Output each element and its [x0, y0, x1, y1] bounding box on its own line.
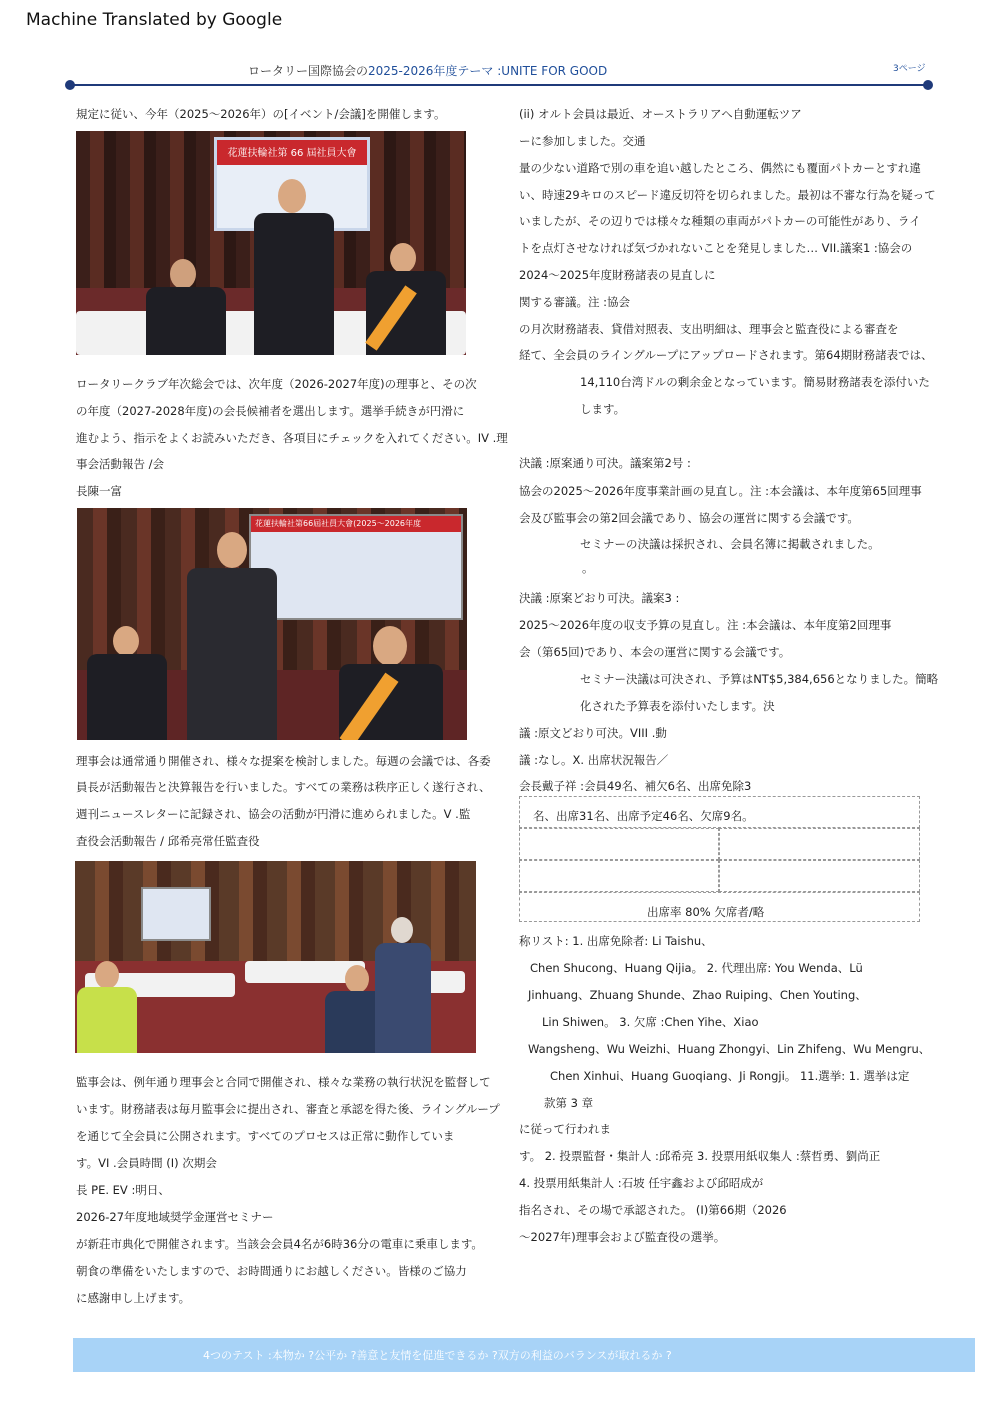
attendance-rate: 出席率 80% 欠席者/略 — [647, 905, 765, 919]
machine-translated-label: Machine Translated by Google — [26, 10, 283, 30]
left-para2-line: 進むよう、指示をよくお読みいただき、各項目にチェックを入れてください。IV .理 — [76, 431, 508, 445]
photo1-banner-text: 花蓮扶輪社第 66 屆社員大會 — [227, 148, 357, 159]
right-para1-line: ーに参加しました。交通 — [519, 134, 646, 148]
right-para4-line: に従って行われま — [519, 1122, 611, 1136]
left-para2-line: ロータリークラブ年次総会では、次年度（2026-2027年度)の理事と、その次 — [76, 377, 477, 391]
left-para4-line: 朝食の準備をいたしますので、お時間通りにお越しください。皆様のご協力 — [76, 1264, 467, 1278]
left-para4-line: います。財務諸表は毎月監事会に提出され、審査と承認を得た後、ライングループ — [76, 1102, 500, 1116]
right-para4-line: す。 2. 投票監督・集計人 :邱希亮 3. 投票用紙収集人 :蔡哲勇、劉尚正 — [519, 1149, 881, 1163]
right-para1-line: 経て、全会員のライングループにアップロードされます。第64期財務諸表では、 — [519, 348, 933, 362]
right-para4-line: 称リスト: 1. 出席免除者: Li Taishu、 — [519, 934, 713, 948]
page-number: 3ページ — [893, 64, 926, 74]
right-para4-line: Chen Shucong、Huang Qijia。 2. 代理出席: You Wenda、Lü — [530, 961, 863, 975]
photo-board-report — [77, 508, 467, 740]
right-para4-line: 指名され、その場で承認された。 (I)第66期（2026 — [519, 1203, 787, 1217]
left-para2-line: 長陳一富 — [76, 484, 122, 498]
left-para4-line: が新荘市典化で開催されます。当該会会員4名が6時36分の電車に乗車します。 — [76, 1237, 483, 1251]
right-para3-line: 化された予算表を添付いたします。決 — [580, 699, 775, 713]
right-para3-line: 会（第65回)であり、本会の運営に関する会議です。 — [519, 645, 791, 659]
right-para1-line: (ii) オルト会員は最近、オーストラリアへ自動運転ツア — [519, 107, 802, 121]
footer-bar — [73, 1338, 975, 1372]
attendance-counts: 名、出席31名、出席予定46名、欠席9名。 — [533, 809, 754, 823]
right-para3-line: 議 :なし。X. 出席状況報告／ — [519, 753, 669, 767]
photo2-banner-text: 花蓮扶輪社第66屆社員大會(2025～2026年度 — [255, 519, 422, 528]
right-para4-line: 款第 3 章 — [544, 1096, 594, 1110]
right-para1-line: 量の少ない道路で別の車を追い越したところ、偶然にも覆面パトカーとすれ違 — [519, 161, 921, 175]
left-para3-line: 査役会活動報告 / 邱希亮常任監査役 — [76, 834, 260, 848]
header-title-theme: 2025-2026年度テーマ :UNITE FOR GOOD — [368, 64, 608, 78]
rule-dot-right — [923, 80, 933, 90]
right-para4-line: Lin Shiwen。 3. 欠席 :Chen Yihe、Xiao — [542, 1015, 759, 1029]
left-para2-line: 事会活動報告 /会 — [76, 457, 165, 471]
header-rule — [70, 84, 928, 86]
left-para3-line: 理事会は通常通り開催され、様々な提案を検討しました。毎週の会議では、各委 — [76, 754, 491, 768]
right-para3-line: 2025～2026年度の収支予算の見直し。注 :本会議は、本年度第2回理事 — [519, 618, 892, 632]
four-way-test-text: 4つのテスト :本物か ?公平か ?善意と友情を促進できるか ?双方の利益のバランスが取れるか ? — [203, 1349, 672, 1362]
right-para4-line: ～2027年)理事会および監査役の選挙。 — [519, 1230, 726, 1244]
header-title-prefix: ロータリー国際協会の — [248, 64, 369, 78]
attendance-cell — [719, 828, 920, 860]
left-para3-line: 週刊ニュースレターに記録され、協会の活動が円滑に進められました。V .監 — [76, 807, 471, 821]
right-para2-line: 。 — [582, 561, 594, 575]
right-para2-line: 協会の2025～2026年度事業計画の見直し。注 :本会議は、本年度第65回理事 — [519, 484, 922, 498]
right-para1-line: 2024～2025年度財務諸表の見直しに — [519, 268, 716, 282]
attendance-cell — [519, 860, 719, 892]
attendance-cell — [719, 860, 920, 892]
right-para2-line: セミナーの決議は採択され、会員名簿に掲載されました。 — [580, 537, 880, 551]
left-para3-line: 員長が活動報告と決算報告を行いました。すべての業務は秩序正しく遂行され、 — [76, 780, 491, 794]
left-para4-line: を通じて全会員に公開されます。すべてのプロセスは正常に動作していま — [76, 1129, 455, 1143]
header-title — [248, 62, 607, 79]
right-para3-line: 会長戴子祥 :会員49名、補欠6名、出席免除3 — [519, 779, 752, 793]
right-para3-line: セミナー決議は可決され、予算はNT$5,384,656となりました。簡略 — [580, 672, 939, 686]
right-para3-line: 決議 :原案どおり可決。議案3 : — [519, 591, 680, 605]
right-para4-line: 4. 投票用紙集計人 :石坡 任宇鑫および邱昭成が — [519, 1176, 764, 1190]
right-para1-line: いましたが、その辺りでは様々な種類の車両がパトカーの可能性があり、ライ — [519, 214, 921, 228]
attendance-cell — [519, 828, 719, 860]
left-para4-line: 長 PE. EV :明日、 — [76, 1183, 170, 1197]
right-para2-line: 決議 :原案通り可決。議案第2号 : — [519, 456, 691, 470]
projector-screen — [249, 514, 463, 620]
right-para1-line: トを点灯させなければ気づかれないことを発見しました… VII.議案1 :協会の — [519, 241, 913, 255]
right-para4-line: Wangsheng、Wu Weizhi、Huang Zhongyi、Lin Zhifeng、Wu Mengru、 — [528, 1042, 931, 1056]
right-para1-line: 14,110台湾ドルの剰余金となっています。簡易財務諸表を添付いた — [580, 375, 930, 389]
right-para1-line: い、時速29キロのスピード違反切符を切られました。最初は不審な行為を疑って — [519, 188, 936, 202]
left-para4-line: 監事会は、例年通り理事会と合同で開催され、様々な業務の執行状況を監督して — [76, 1075, 491, 1089]
right-para1-line: 関する審議。注 :協会 — [519, 295, 631, 309]
right-para1-line: の月次財務諸表、貸借対照表、支出明細は、理事会と監査役による審査を — [519, 322, 899, 336]
right-para3-line: 議 :原文どおり可決。VIII .動 — [519, 726, 667, 740]
right-para2-line: 会及び監事会の第2回会議であり、協会の運営に関する会議です。 — [519, 511, 859, 525]
left-para2-line: の年度（2027-2028年度)の会長候補者を選出します。選挙手続きが円滑に — [76, 404, 465, 418]
right-para4-line: Jinhuang、Zhuang Shunde、Zhao Ruiping、Chen Youting、 — [528, 988, 867, 1002]
photo-conference-hall — [75, 861, 476, 1053]
photo-meeting-speaker — [76, 131, 466, 355]
attendance-table — [519, 796, 920, 922]
rule-dot-left — [65, 80, 75, 90]
left-para1-line: 規定に従い、今年（2025～2026年）の[イベント/会議]を開催します。 — [76, 107, 446, 121]
left-para4-line: に感謝申し上げます。 — [76, 1291, 191, 1305]
right-para1-line: します。 — [580, 402, 626, 416]
left-para4-line: す。VI .会員時間 (I) 次期会 — [76, 1156, 217, 1170]
right-para4-line: Chen Xinhui、Huang Guoqiang、Ji Rongji。 11.選挙: 1. 選挙は定 — [550, 1069, 910, 1083]
left-para4-line: 2026-27年度地域奨学金運営セミナー — [76, 1210, 274, 1224]
